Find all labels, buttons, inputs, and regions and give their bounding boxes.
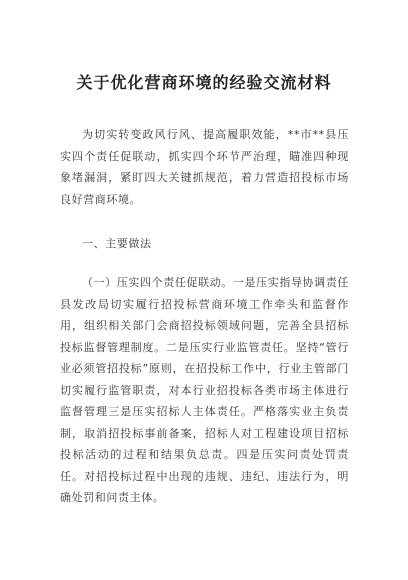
section-paragraph: （一）压实四个责任促联动。一是压实指导协调责任县发改局切实履行招投标营商环境工作牵头和监督作用，组织相关部门会商招投标领域问题，完善全县招标投标监督管理制度。二是压实行业监管责任。坚持“管行业必须管招投标”原则，在招投标工作中，行业主管部门切实履行监管职责，对本行业招投标各类市场主体进行监督管理三是压实招标人主体责任。严格落实业主负责制，取消招投标事前备案，招标人对工程建设项目招标投标活动的过程和结果负总责。四是压实问责处罚责任。对招投标过程中出现的违规、违纪、违法行为，明确处罚和问责主体。 xyxy=(60,276,349,504)
section-heading: 一、主要做法 xyxy=(82,237,152,250)
intro-paragraph: 为切实转变政风行风、提高履职效能，**市**县压实四个责任促联动，抓实四个环节严治理，瞄准四种现象堵漏洞，紧盯四大关键抓规范，着力营造招投标市场良好营商环境。 xyxy=(60,128,349,206)
document-title: 关于优化营商环境的经验交流材料 xyxy=(76,73,332,92)
